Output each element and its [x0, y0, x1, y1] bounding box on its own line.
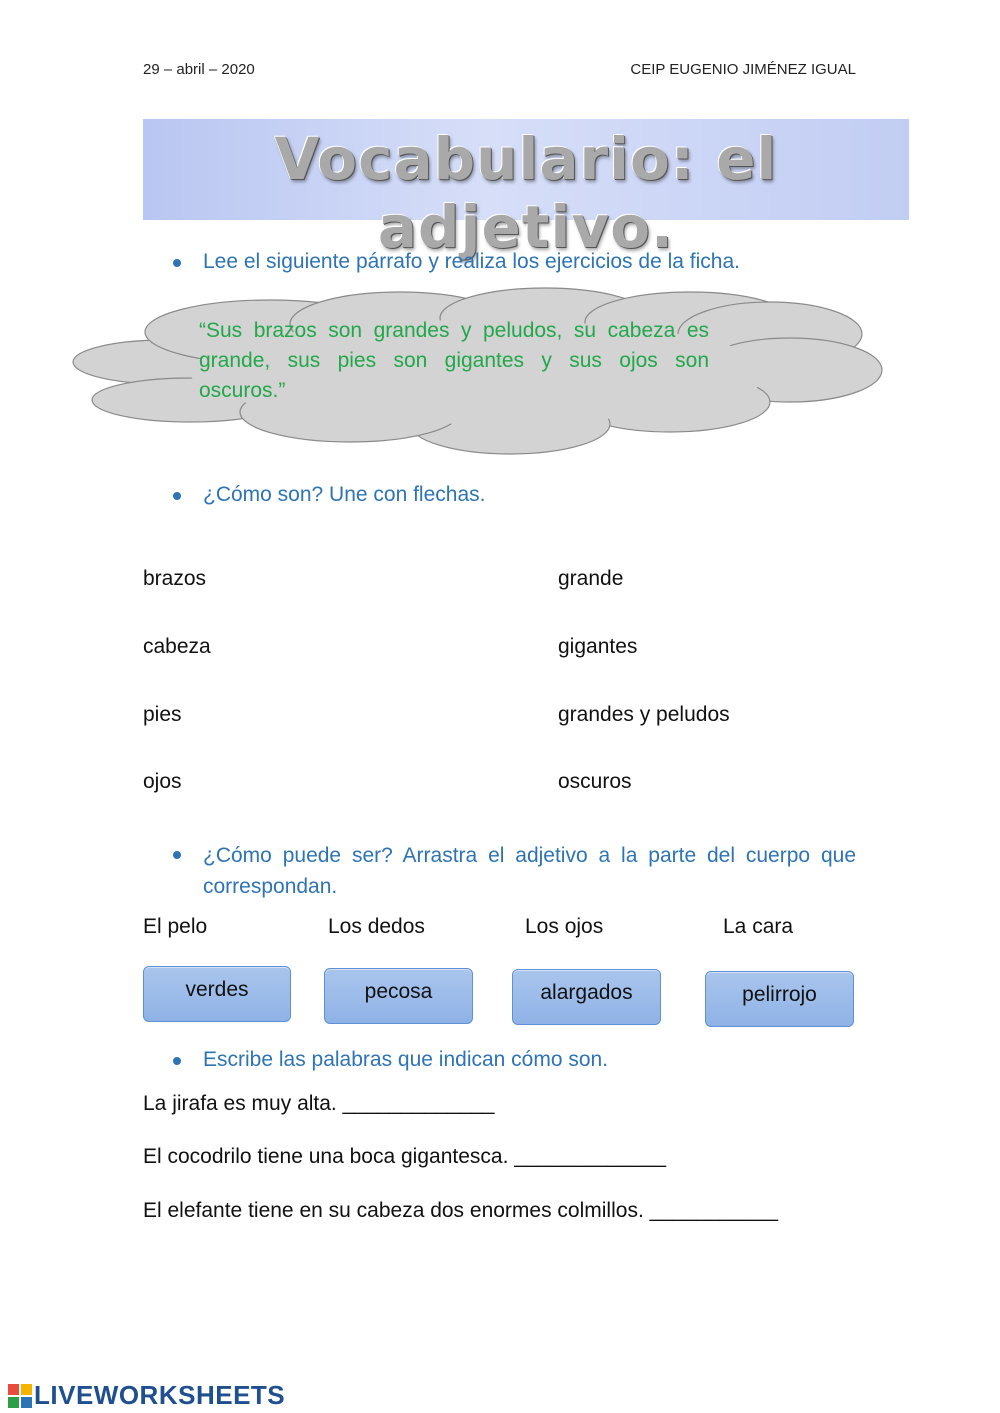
- page-title: Vocabulario: el adjetivo.: [274, 125, 778, 261]
- quote-paragraph: “Sus brazos son grandes y peludos, su cabeza es grande, sus pies son gigantes y sus ojos son oscuros.”: [199, 319, 709, 402]
- liveworksheets-logo-icon: [8, 1384, 32, 1408]
- school-label: CEIP EUGENIO JIMÉNEZ IGUAL: [630, 61, 856, 78]
- drag-option-alargados[interactable]: alargados: [512, 969, 661, 1025]
- write-sentence-jirafa[interactable]: La jirafa es muy alta. _____________: [143, 1092, 495, 1115]
- bullet-icon: [173, 492, 181, 500]
- instruction-match-text: ¿Cómo son? Une con flechas.: [203, 483, 486, 506]
- instruction-drag: [203, 840, 856, 902]
- bullet-icon: [173, 259, 181, 267]
- title-banner: [143, 119, 909, 261]
- drag-option-pelirrojo[interactable]: pelirrojo: [705, 971, 854, 1027]
- date-label: 29 – abril – 2020: [143, 61, 255, 78]
- match-right-item[interactable]: grandes y peludos: [558, 703, 730, 726]
- write-sentence-elefante[interactable]: El elefante tiene en su cabeza dos enormes colmillos. ___________: [143, 1199, 779, 1222]
- match-right-item[interactable]: oscuros: [558, 770, 632, 793]
- match-left-item[interactable]: ojos: [143, 770, 182, 793]
- instruction-read: [203, 250, 740, 274]
- match-right-item[interactable]: grande: [558, 567, 624, 590]
- drag-option-verdes[interactable]: verdes: [143, 966, 291, 1022]
- instruction-read-text: Lee el siguiente párrafo y realiza los ejercicios de la ficha.: [203, 250, 740, 273]
- match-left-item[interactable]: cabeza: [143, 635, 211, 658]
- instruction-write: [203, 1048, 608, 1072]
- instruction-match: [203, 483, 485, 507]
- liveworksheets-logo-text: LIVEWORKSHEETS: [34, 1380, 286, 1410]
- instruction-write-text: Escribe las palabras que indican cómo son.: [203, 1048, 609, 1071]
- bullet-icon: [173, 851, 181, 859]
- match-right-item[interactable]: gigantes: [558, 635, 638, 658]
- drag-option-pecosa[interactable]: pecosa: [324, 968, 473, 1024]
- drop-target-ojos[interactable]: Los ojos: [525, 915, 604, 938]
- instruction-drag-text: ¿Cómo puede ser? Arrastra el adjetivo a la parte del cuerpo que correspondan.: [203, 844, 856, 898]
- drop-target-pelo[interactable]: El pelo: [143, 915, 208, 938]
- drop-target-dedos[interactable]: Los dedos: [328, 915, 425, 938]
- bullet-icon: [173, 1057, 181, 1065]
- drop-target-cara[interactable]: La cara: [723, 915, 794, 938]
- match-left-item[interactable]: pies: [143, 703, 182, 726]
- match-left-item[interactable]: brazos: [143, 567, 207, 590]
- write-sentence-cocodrilo[interactable]: El cocodrilo tiene una boca gigantesca. _____________: [143, 1145, 667, 1168]
